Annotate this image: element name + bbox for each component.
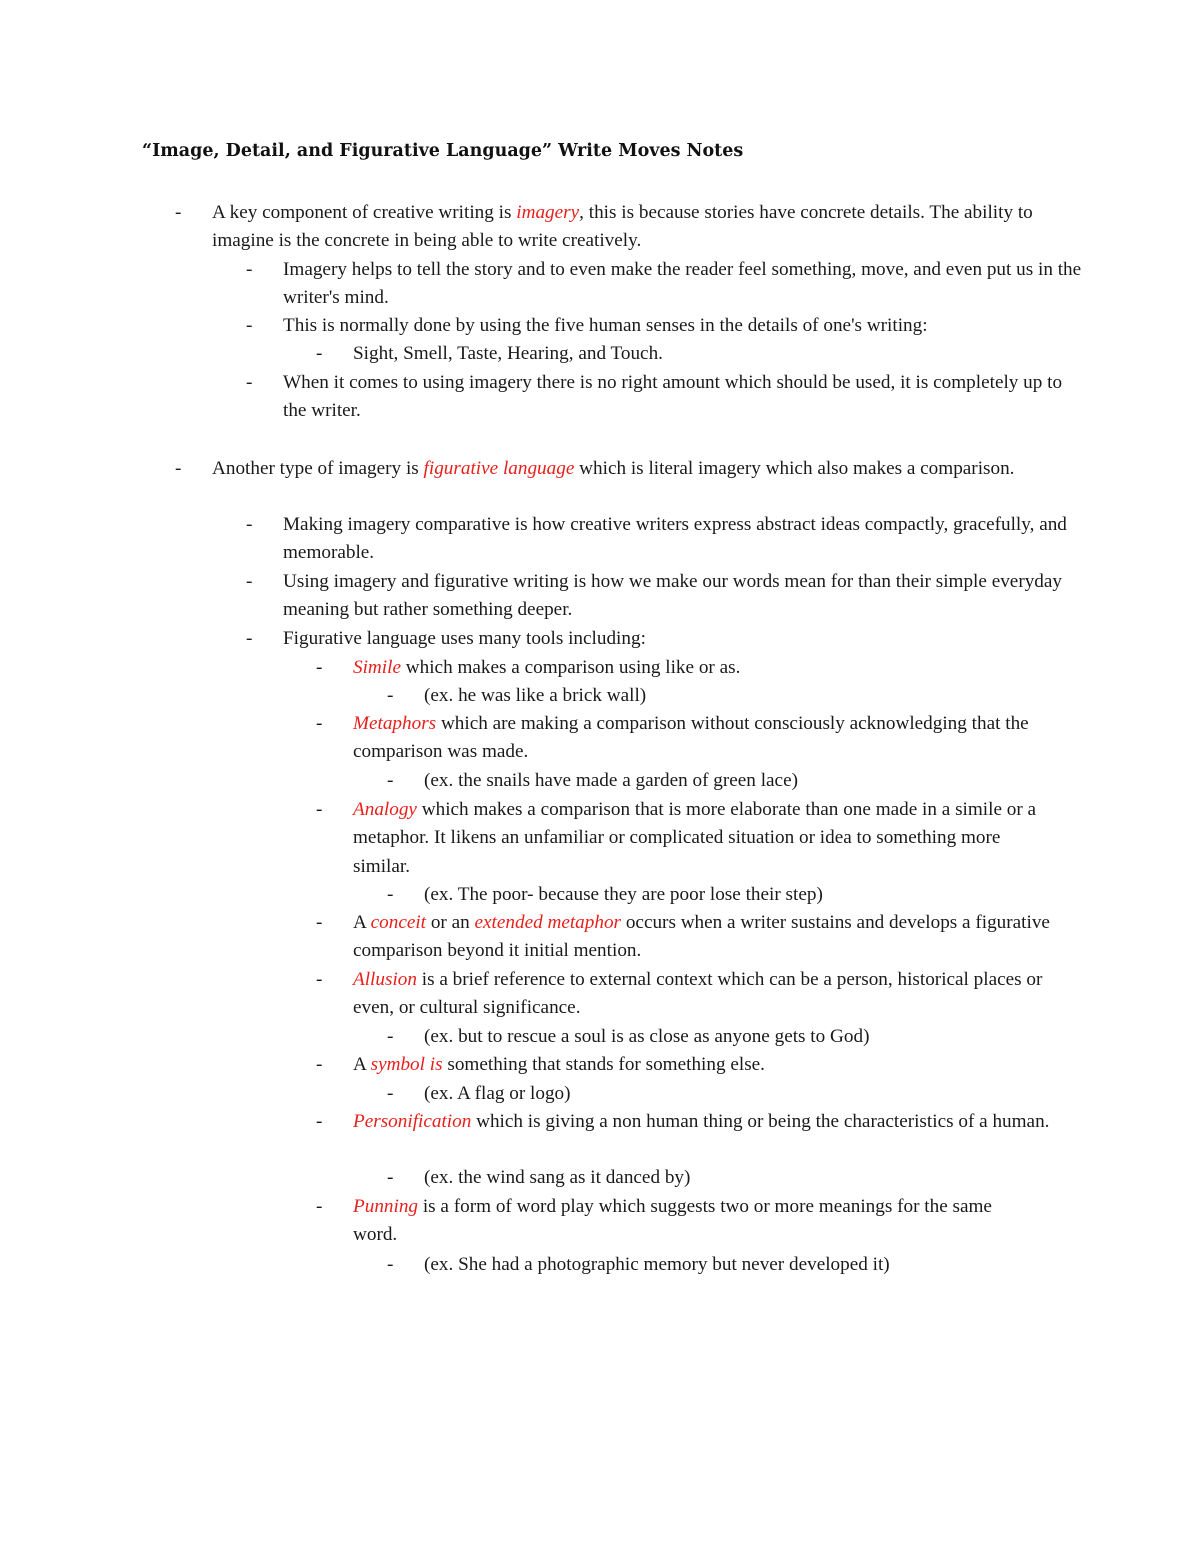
bullet-dash: - <box>316 343 323 364</box>
note-text <box>283 568 1073 625</box>
note-item-level-1 <box>175 455 1042 483</box>
note-text <box>353 654 1053 682</box>
note-item-level-3 <box>316 909 1058 966</box>
emphasized-term: figurative language <box>423 458 575 479</box>
text-run: Imagery helps to tell the story and to even make the reader feel something, move, and even put us in the writer's mind. <box>283 259 1082 309</box>
bullet-dash: - <box>175 202 182 223</box>
note-text <box>353 1193 1033 1250</box>
bullet-dash: - <box>316 713 323 734</box>
emphasized-term: conceit <box>370 912 427 933</box>
bullet-dash: - <box>316 1196 323 1217</box>
text-run: which makes a comparison using like or as. <box>400 657 741 678</box>
bullet-dash: - <box>387 1254 394 1275</box>
bullet-dash: - <box>316 1054 323 1075</box>
bullet-dash: - <box>316 799 323 820</box>
bullet-dash: - <box>387 1083 394 1104</box>
bullet-dash: - <box>246 514 253 535</box>
bullet-dash: - <box>175 458 182 479</box>
text-run: occurs when a writer sustains and develops a figurative comparison beyond it initial mention. <box>353 912 1050 962</box>
bullet-dash: - <box>387 1026 394 1047</box>
emphasized-term: Punning <box>353 1196 419 1217</box>
note-text <box>283 256 1083 313</box>
note-text <box>424 1164 1064 1192</box>
note-item-level-2 <box>246 369 1073 426</box>
text-run: A <box>353 1054 371 1075</box>
text-run: (ex. She had a photographic memory but never developed it) <box>424 1254 890 1275</box>
text-run: Making imagery comparative is how creative writers express abstract ideas compactly, gracefully, and memorable. <box>283 514 1067 564</box>
emphasized-term: extended metaphor <box>474 912 622 933</box>
bullet-dash: - <box>246 259 253 280</box>
text-run: , this is because stories have concrete details. The ability to imagine is the concrete in being able to write creatively. <box>212 202 1033 252</box>
text-run: is a brief reference to external context which can be a person, historical places or even, or cultural significance. <box>353 969 1043 1019</box>
note-text <box>424 682 1064 710</box>
note-text <box>283 511 1073 568</box>
text-run: (ex. the snails have made a garden of green lace) <box>424 770 798 791</box>
note-text <box>353 1108 1058 1136</box>
text-run: When it comes to using imagery there is no right amount which should be used, it is completely up to the writer. <box>283 372 1063 422</box>
text-run: which is literal imagery which also makes a comparison. <box>574 458 1015 479</box>
text-run: (ex. he was like a brick wall) <box>424 685 647 706</box>
text-run: (ex. but to rescue a soul is as close as anyone gets to God) <box>424 1026 870 1047</box>
text-run: A <box>353 912 371 933</box>
emphasized-term: Analogy <box>353 799 417 820</box>
emphasized-term: Metaphors <box>353 713 437 734</box>
bullet-dash: - <box>246 315 253 336</box>
text-run: or an <box>426 912 475 933</box>
note-text <box>424 1080 1064 1108</box>
note-item-level-4 <box>387 682 1064 710</box>
note-text <box>212 455 1042 483</box>
note-text <box>283 312 1083 340</box>
bullet-dash: - <box>316 912 323 933</box>
note-text <box>424 767 1064 795</box>
note-text <box>353 340 1073 368</box>
note-item-level-3 <box>316 796 1043 881</box>
bullet-dash: - <box>316 969 323 990</box>
text-run: (ex. A flag or logo) <box>424 1083 571 1104</box>
note-item-level-3 <box>316 1108 1058 1136</box>
text-run: (ex. The poor- because they are poor lose their step) <box>424 884 823 905</box>
note-item-level-2 <box>246 312 1083 340</box>
note-item-level-3 <box>316 1193 1033 1250</box>
text-run: This is normally done by using the five human senses in the details of one's writing: <box>283 315 928 336</box>
text-run: something that stands for something else. <box>442 1054 765 1075</box>
text-run: (ex. the wind sang as it danced by) <box>424 1167 691 1188</box>
note-item-level-3 <box>316 340 1073 368</box>
text-run: which are making a comparison without consciously acknowledging that the comparison was made. <box>353 713 1029 763</box>
note-item-level-3 <box>316 654 1053 682</box>
note-item-level-2 <box>246 625 1083 653</box>
bullet-dash: - <box>387 770 394 791</box>
bullet-dash: - <box>387 685 394 706</box>
note-text <box>353 710 1053 767</box>
note-item-level-4 <box>387 767 1064 795</box>
text-run: A key component of creative writing is <box>212 202 517 223</box>
bullet-dash: - <box>246 571 253 592</box>
text-run: Using imagery and figurative writing is how we make our words mean for than their simple everyday meaning but rather something deeper. <box>283 571 1063 621</box>
note-item-level-2 <box>246 511 1073 568</box>
note-text <box>353 966 1053 1023</box>
note-item-level-3 <box>316 966 1053 1023</box>
note-item-level-3 <box>316 710 1053 767</box>
text-run: Figurative language uses many tools including: <box>283 628 646 649</box>
note-item-level-4 <box>387 1164 1064 1192</box>
note-item-level-4 <box>387 881 1064 909</box>
note-item-level-4 <box>387 1080 1064 1108</box>
bullet-dash: - <box>246 628 253 649</box>
emphasized-term: Allusion <box>353 969 417 990</box>
text-run: which makes a comparison that is more elaborate than one made in a simile or a metaphor. It likens an unfamiliar or complicated situation or idea to something more similar. <box>353 799 1037 877</box>
note-text <box>353 1051 1053 1079</box>
bullet-dash: - <box>316 1111 323 1132</box>
note-item-level-2 <box>246 256 1083 313</box>
note-text <box>424 881 1064 909</box>
emphasized-term: symbol is <box>370 1054 443 1075</box>
text-run: Another type of imagery is <box>212 458 424 479</box>
note-item-level-2 <box>246 568 1073 625</box>
emphasized-term: imagery <box>516 202 580 223</box>
note-text <box>424 1251 1064 1279</box>
text-run: Sight, Smell, Taste, Hearing, and Touch. <box>353 343 663 364</box>
note-item-level-1 <box>175 199 1087 256</box>
note-text <box>212 199 1087 256</box>
text-run: which is giving a non human thing or being the characteristics of a human. <box>471 1111 1050 1132</box>
emphasized-term: Personification <box>353 1111 472 1132</box>
text-run: is a form of word play which suggests two or more meanings for the same word. <box>353 1196 992 1246</box>
note-text <box>353 909 1058 966</box>
note-text <box>424 1023 1064 1051</box>
note-text <box>283 625 1083 653</box>
note-text <box>353 796 1043 881</box>
bullet-dash: - <box>316 657 323 678</box>
note-item-level-4 <box>387 1251 1064 1279</box>
document-title: “Image, Detail, and Figurative Language” Write Moves Notes <box>142 141 744 161</box>
bullet-dash: - <box>387 884 394 905</box>
note-text <box>283 369 1073 426</box>
bullet-dash: - <box>246 372 253 393</box>
emphasized-term: Simile <box>353 657 401 678</box>
bullet-dash: - <box>387 1167 394 1188</box>
note-item-level-4 <box>387 1023 1064 1051</box>
note-item-level-3 <box>316 1051 1053 1079</box>
